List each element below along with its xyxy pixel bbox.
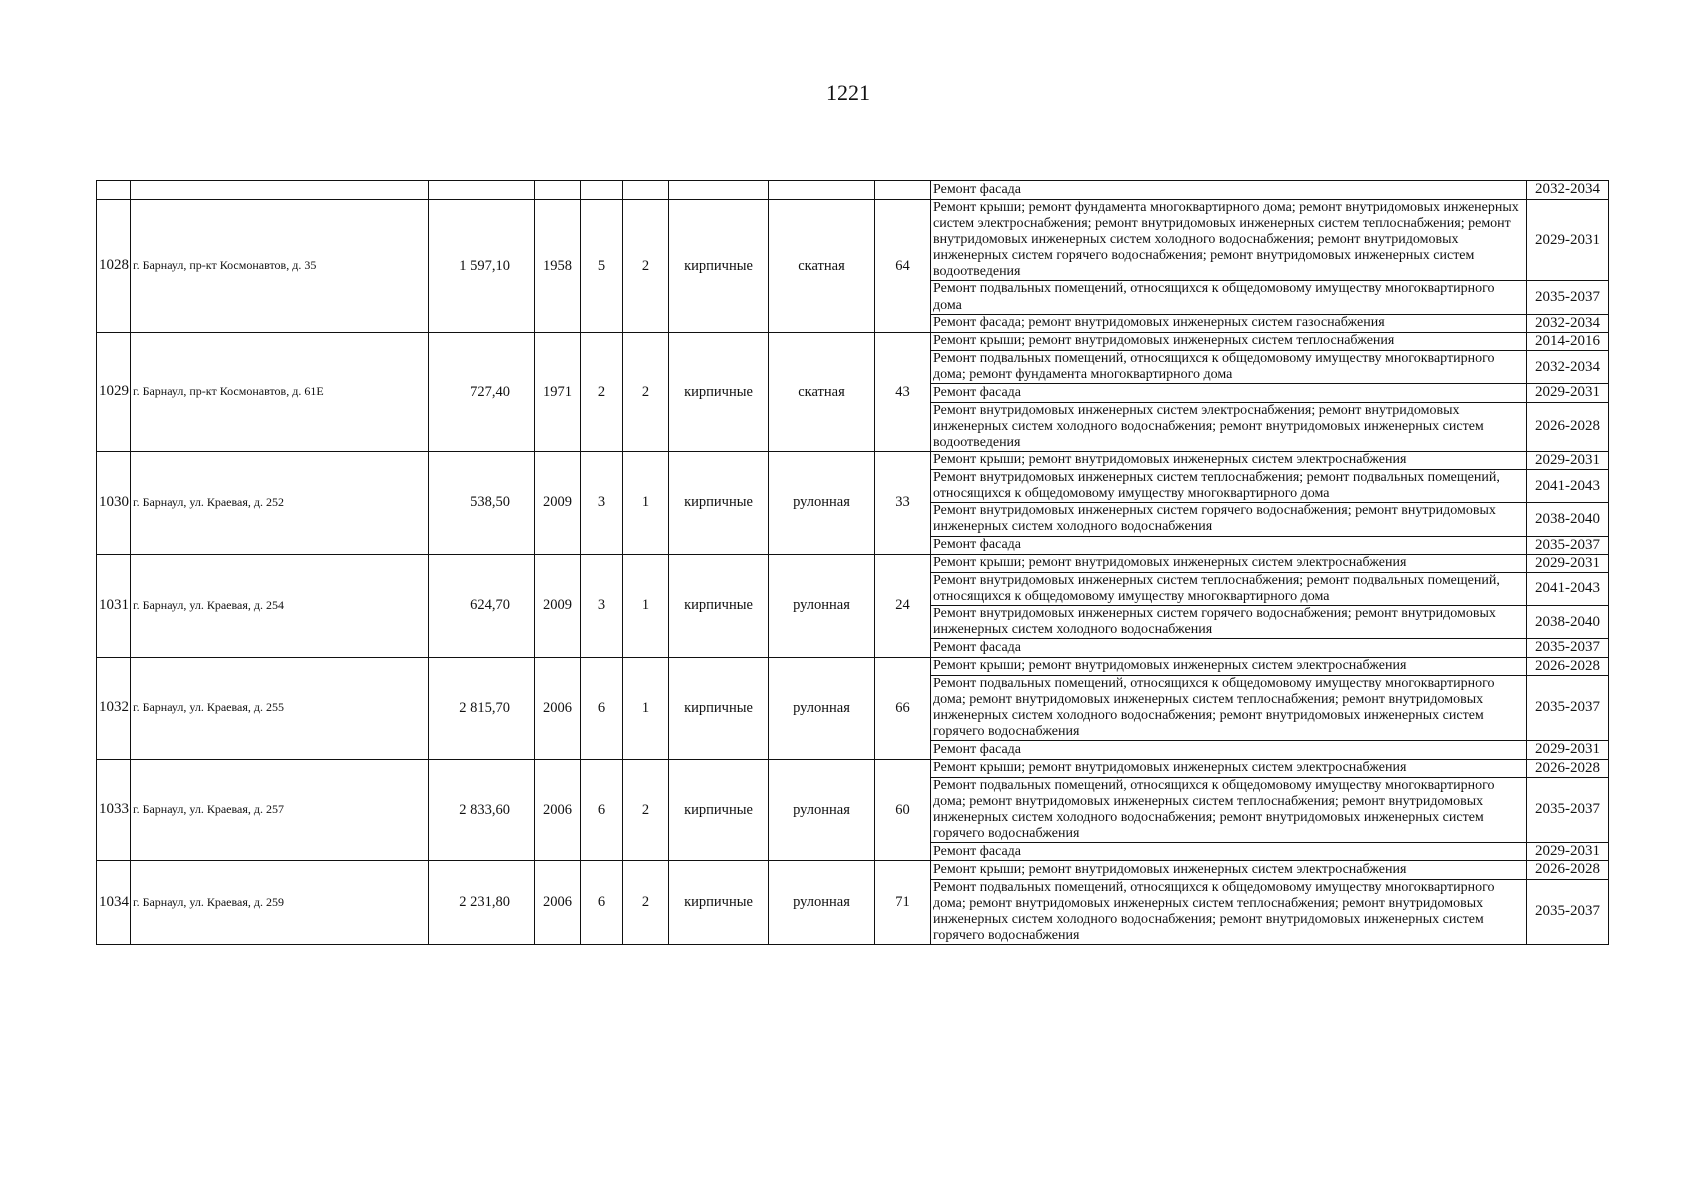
wall-material: кирпичные [669, 554, 769, 657]
row-number: 1029 [97, 332, 131, 451]
work-period: 2032-2034 [1527, 314, 1609, 332]
wall-material: кирпичные [669, 657, 769, 759]
table-body [97, 181, 1609, 945]
table-row [97, 200, 1609, 281]
empty-cell [581, 181, 623, 200]
empty-cell [97, 181, 131, 200]
work-period: 2026-2028 [1527, 657, 1609, 675]
table-row [97, 451, 1609, 469]
work-period: 2035-2037 [1527, 879, 1609, 944]
work-description: Ремонт крыши; ремонт фундамента многоквартирного дома; ремонт внутридомовых инженерных систем электроснабжения; ремонт внутридомовых инженерных систем теплоснабжения; ремонт внутридомовых инженерных систем холодного водоснабжения; ремонт внутридомовых инженерных систем горячего водоснабжения; ремонт внутридомовых инженерных систем водоотведения [931, 200, 1527, 281]
row-number: 1028 [97, 200, 131, 333]
floors-count: 3 [581, 554, 623, 657]
work-description: Ремонт фасада [931, 181, 1527, 200]
floors-count: 5 [581, 200, 623, 333]
work-period: 2026-2028 [1527, 402, 1609, 451]
work-period: 2041-2043 [1527, 573, 1609, 606]
work-period: 2026-2028 [1527, 759, 1609, 777]
work-description: Ремонт фасада [931, 384, 1527, 402]
residents-count: 33 [875, 451, 931, 554]
wall-material: кирпичные [669, 451, 769, 554]
entrances-count: 2 [623, 759, 669, 861]
table-row [97, 861, 1609, 879]
entrances-count: 2 [623, 861, 669, 945]
building-area: 2 231,80 [429, 861, 535, 945]
entrances-count: 1 [623, 554, 669, 657]
carry-over-row [97, 181, 1609, 200]
work-period: 2038-2040 [1527, 606, 1609, 639]
empty-cell [623, 181, 669, 200]
table-row [97, 332, 1609, 350]
floors-count: 6 [581, 759, 623, 861]
work-period: 2029-2031 [1527, 384, 1609, 402]
work-period: 2032-2034 [1527, 181, 1609, 200]
work-period: 2029-2031 [1527, 843, 1609, 861]
empty-cell [429, 181, 535, 200]
work-description: Ремонт подвальных помещений, относящихся к общедомовому имуществу многоквартирного дома; ремонт внутридомовых инженерных систем теплоснабжения; ремонт внутридомовых инженерных систем холодного водоснабжения; ремонт внутридомовых инженерных систем горячего водоснабжения [931, 879, 1527, 944]
roof-type: рулонная [769, 657, 875, 759]
work-description: Ремонт внутридомовых инженерных систем теплоснабжения; ремонт подвальных помещений, относящихся к общедомовому имуществу многоквартирного дома [931, 470, 1527, 503]
wall-material: кирпичные [669, 200, 769, 333]
empty-cell [131, 181, 429, 200]
table-row [97, 759, 1609, 777]
building-address: г. Барнаул, ул. Краевая, д. 254 [131, 554, 429, 657]
build-year: 2006 [535, 759, 581, 861]
empty-cell [535, 181, 581, 200]
building-address: г. Барнаул, ул. Краевая, д. 259 [131, 861, 429, 945]
residents-count: 64 [875, 200, 931, 333]
residents-count: 43 [875, 332, 931, 451]
build-year: 2009 [535, 554, 581, 657]
work-period: 2026-2028 [1527, 861, 1609, 879]
roof-type: рулонная [769, 554, 875, 657]
work-description: Ремонт крыши; ремонт внутридомовых инженерных систем электроснабжения [931, 861, 1527, 879]
work-description: Ремонт подвальных помещений, относящихся к общедомовому имуществу многоквартирного дома; ремонт фундамента многоквартирного дома [931, 351, 1527, 384]
work-description: Ремонт крыши; ремонт внутридомовых инженерных систем электроснабжения [931, 451, 1527, 469]
work-period: 2038-2040 [1527, 503, 1609, 536]
residents-count: 60 [875, 759, 931, 861]
work-description: Ремонт подвальных помещений, относящихся к общедомовому имуществу многоквартирного дома; ремонт внутридомовых инженерных систем теплоснабжения; ремонт внутридомовых инженерных систем холодного водоснабжения; ремонт внутридомовых инженерных систем горячего водоснабжения [931, 675, 1527, 740]
table-row [97, 554, 1609, 572]
wall-material: кирпичные [669, 332, 769, 451]
work-period: 2035-2037 [1527, 675, 1609, 740]
empty-cell [769, 181, 875, 200]
entrances-count: 1 [623, 657, 669, 759]
entrances-count: 1 [623, 451, 669, 554]
building-address: г. Барнаул, пр-кт Космонавтов, д. 35 [131, 200, 429, 333]
residents-count: 71 [875, 861, 931, 945]
work-description: Ремонт фасада; ремонт внутридомовых инженерных систем газоснабжения [931, 314, 1527, 332]
building-address: г. Барнаул, ул. Краевая, д. 252 [131, 451, 429, 554]
build-year: 2009 [535, 451, 581, 554]
work-period: 2041-2043 [1527, 470, 1609, 503]
work-period: 2029-2031 [1527, 741, 1609, 759]
work-description: Ремонт внутридомовых инженерных систем горячего водоснабжения; ремонт внутридомовых инженерных систем холодного водоснабжения [931, 503, 1527, 536]
roof-type: рулонная [769, 861, 875, 945]
empty-cell [669, 181, 769, 200]
floors-count: 2 [581, 332, 623, 451]
work-description: Ремонт фасада [931, 536, 1527, 554]
work-period: 2029-2031 [1527, 554, 1609, 572]
floors-count: 6 [581, 861, 623, 945]
building-area: 727,40 [429, 332, 535, 451]
work-period: 2035-2037 [1527, 639, 1609, 657]
roof-type: рулонная [769, 759, 875, 861]
roof-type: скатная [769, 332, 875, 451]
work-description: Ремонт фасада [931, 843, 1527, 861]
building-area: 538,50 [429, 451, 535, 554]
row-number: 1033 [97, 759, 131, 861]
building-address: г. Барнаул, ул. Краевая, д. 255 [131, 657, 429, 759]
work-description: Ремонт крыши; ремонт внутридомовых инженерных систем электроснабжения [931, 759, 1527, 777]
row-number: 1030 [97, 451, 131, 554]
build-year: 2006 [535, 657, 581, 759]
work-period: 2032-2034 [1527, 351, 1609, 384]
work-description: Ремонт фасада [931, 639, 1527, 657]
work-description: Ремонт подвальных помещений, относящихся к общедомовому имуществу многоквартирного дома [931, 281, 1527, 314]
row-number: 1031 [97, 554, 131, 657]
work-description: Ремонт крыши; ремонт внутридомовых инженерных систем электроснабжения [931, 554, 1527, 572]
work-period: 2014-2016 [1527, 332, 1609, 350]
build-year: 2006 [535, 861, 581, 945]
work-period: 2029-2031 [1527, 451, 1609, 469]
residents-count: 24 [875, 554, 931, 657]
wall-material: кирпичные [669, 861, 769, 945]
entrances-count: 2 [623, 200, 669, 333]
empty-cell [875, 181, 931, 200]
table-row [97, 657, 1609, 675]
work-period: 2035-2037 [1527, 536, 1609, 554]
work-period: 2029-2031 [1527, 200, 1609, 281]
build-year: 1958 [535, 200, 581, 333]
work-description: Ремонт крыши; ремонт внутридомовых инженерных систем электроснабжения [931, 657, 1527, 675]
roof-type: рулонная [769, 451, 875, 554]
work-period: 2035-2037 [1527, 281, 1609, 314]
work-period: 2035-2037 [1527, 777, 1609, 842]
residents-count: 66 [875, 657, 931, 759]
build-year: 1971 [535, 332, 581, 451]
work-description: Ремонт внутридомовых инженерных систем теплоснабжения; ремонт подвальных помещений, относящихся к общедомовому имуществу многоквартирного дома [931, 573, 1527, 606]
building-area: 2 833,60 [429, 759, 535, 861]
work-description: Ремонт внутридомовых инженерных систем горячего водоснабжения; ремонт внутридомовых инженерных систем холодного водоснабжения [931, 606, 1527, 639]
wall-material: кирпичные [669, 759, 769, 861]
building-area: 2 815,70 [429, 657, 535, 759]
work-description: Ремонт фасада [931, 741, 1527, 759]
building-area: 1 597,10 [429, 200, 535, 333]
roof-type: скатная [769, 200, 875, 333]
building-address: г. Барнаул, ул. Краевая, д. 257 [131, 759, 429, 861]
row-number: 1034 [97, 861, 131, 945]
building-area: 624,70 [429, 554, 535, 657]
page-number: 1221 [826, 80, 870, 105]
floors-count: 6 [581, 657, 623, 759]
work-description: Ремонт подвальных помещений, относящихся к общедомовому имуществу многоквартирного дома; ремонт внутридомовых инженерных систем теплоснабжения; ремонт внутридомовых инженерных систем холодного водоснабжения; ремонт внутридомовых инженерных систем горячего водоснабжения [931, 777, 1527, 842]
repair-schedule-table [96, 180, 1609, 945]
floors-count: 3 [581, 451, 623, 554]
work-description: Ремонт крыши; ремонт внутридомовых инженерных систем теплоснабжения [931, 332, 1527, 350]
row-number: 1032 [97, 657, 131, 759]
work-description: Ремонт внутридомовых инженерных систем электроснабжения; ремонт внутридомовых инженерных систем холодного водоснабжения; ремонт внутридомовых инженерных систем водоотведения [931, 402, 1527, 451]
entrances-count: 2 [623, 332, 669, 451]
building-address: г. Барнаул, пр-кт Космонавтов, д. 61Е [131, 332, 429, 451]
